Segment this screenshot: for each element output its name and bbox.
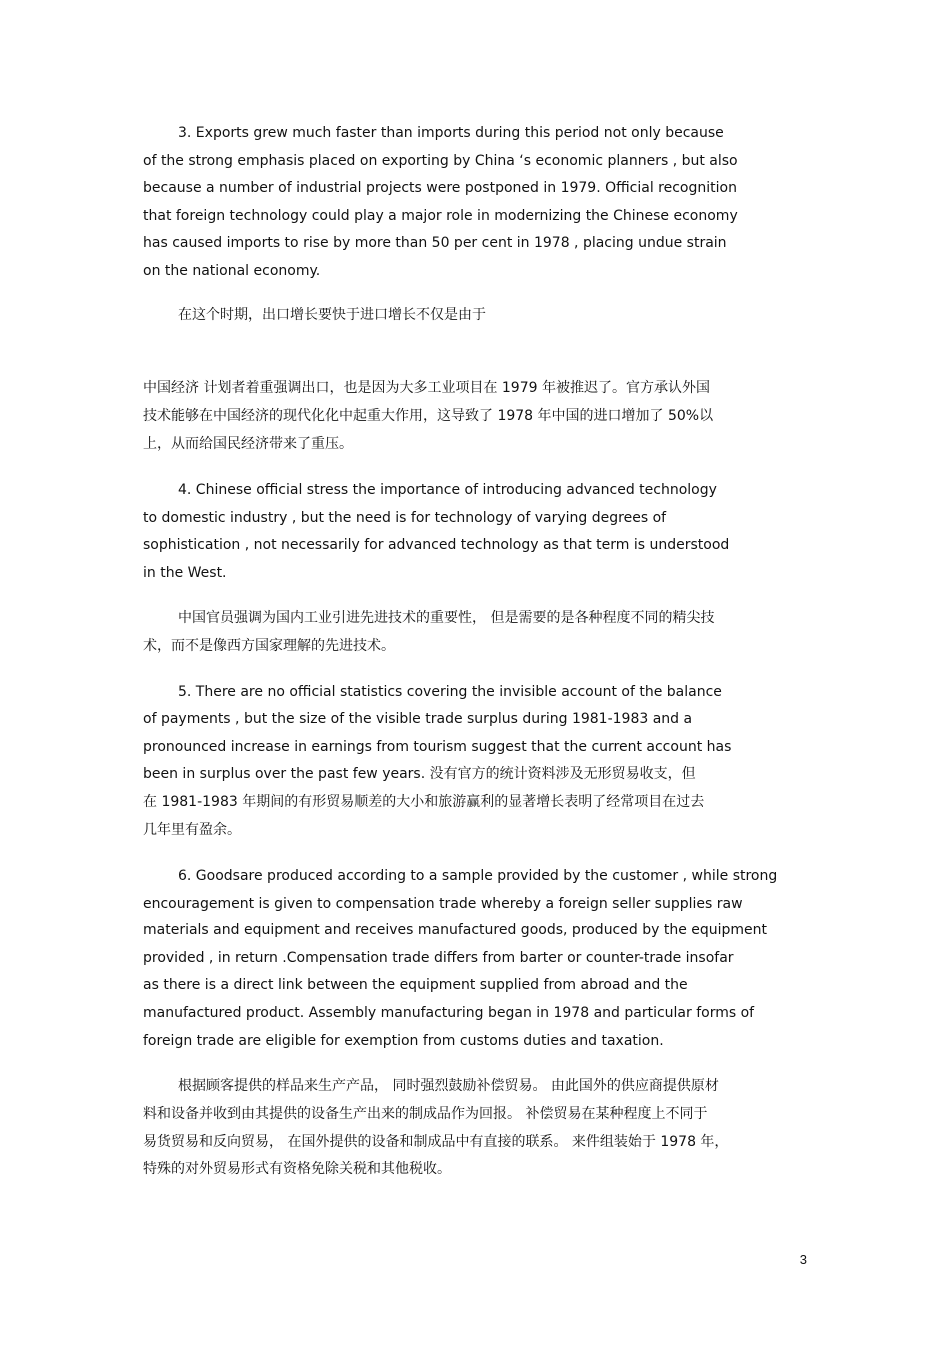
paragraph-line: encouragement is given to compensation trade whereby a foreign seller supplies raw — [143, 896, 743, 912]
paragraph-line: 中国经济 计划者着重强调出口，也是因为大多工业项目在 1979 年被推迟了。官方承认外国 — [143, 380, 710, 396]
paragraph-line: 4. Chinese official stress the importance of introducing advanced technology — [178, 482, 717, 498]
paragraph-line: 几年里有盈余。 — [143, 822, 241, 838]
paragraph-line: 术，而不是像西方国家理解的先进技术。 — [143, 638, 395, 654]
paragraph-line: has caused imports to rise by more than 50 per cent in 1978 , placing undue strain — [143, 235, 727, 251]
paragraph-line: of the strong emphasis placed on exporting by China ‘s economic planners , but also — [143, 153, 738, 169]
paragraph-line: foreign trade are eligible for exemption from customs duties and taxation. — [143, 1033, 664, 1049]
paragraph-line: of payments , but the size of the visible trade surplus during 1981-1983 and a — [143, 711, 693, 727]
paragraph-line: 5. There are no official statistics covering the invisible account of the balance — [178, 684, 722, 700]
paragraph-line: as there is a direct link between the equipment supplied from abroad and the — [143, 977, 688, 993]
paragraph-line: 上，从而给国民经济带来了重压。 — [143, 436, 353, 452]
paragraph-line: pronounced increase in earnings from tourism suggest that the current account has — [143, 739, 732, 755]
paragraph-line: been in surplus over the past few years. 没有官方的统计资料涉及无形贸易收支，但 — [143, 766, 696, 782]
paragraph-line: on the national economy. — [143, 263, 321, 279]
paragraph-line: 易货贸易和反向贸易， 在国外提供的设备和制成品中有直接的联系。 来件组装始于 1978 年， — [143, 1134, 729, 1150]
page-number: 3 — [799, 1252, 807, 1267]
paragraph-line: 6. Goodsare produced according to a sample provided by the customer , while strong — [178, 868, 778, 884]
paragraph-line: in the West. — [143, 565, 227, 581]
paragraph-line: 中国官员强调为国内工业引进先进技术的重要性， 但是需要的是各种程度不同的精尖技 — [178, 610, 715, 626]
paragraph-line: 根据顾客提供的样品来生产产品， 同时强烈鼓励补偿贸易。 由此国外的供应商提供原材 — [178, 1078, 719, 1094]
paragraph-line: 3. Exports grew much faster than imports during this period not only because — [178, 125, 724, 141]
paragraph-line: 特殊的对外贸易形式有资格免除关税和其他税收。 — [143, 1161, 451, 1177]
paragraph-line: 在这个时期，出口增长要快于进口增长不仅是由于 — [178, 307, 486, 323]
paragraph-line: 料和设备并收到由其提供的设备生产出来的制成品作为回报。 补偿贸易在某种程度上不同于 — [143, 1106, 708, 1122]
paragraph-line: materials and equipment and receives manufactured goods, produced by the equipment — [143, 922, 768, 938]
paragraph-line: sophistication , not necessarily for advanced technology as that term is understood — [143, 537, 730, 553]
paragraph-line: provided , in return .Compensation trade differs from barter or counter-trade insofar — [143, 950, 734, 966]
paragraph-line: manufactured product. Assembly manufacturing began in 1978 and particular forms of — [143, 1005, 755, 1021]
paragraph-line: 在 1981-1983 年期间的有形贸易顺差的大小和旅游赢利的显著增长表明了经常项目在过去 — [143, 794, 705, 810]
paragraph-line: that foreign technology could play a major role in modernizing the Chinese economy — [143, 208, 738, 224]
paragraph-line: to domestic industry , but the need is for technology of varying degrees of — [143, 510, 667, 526]
paragraph-line: because a number of industrial projects were postponed in 1979. Official recognition — [143, 180, 737, 196]
paragraph-line: 技术能够在中国经济的现代化化中起重大作用，这导致了 1978 年中国的进口增加了 50%以 — [143, 408, 714, 424]
